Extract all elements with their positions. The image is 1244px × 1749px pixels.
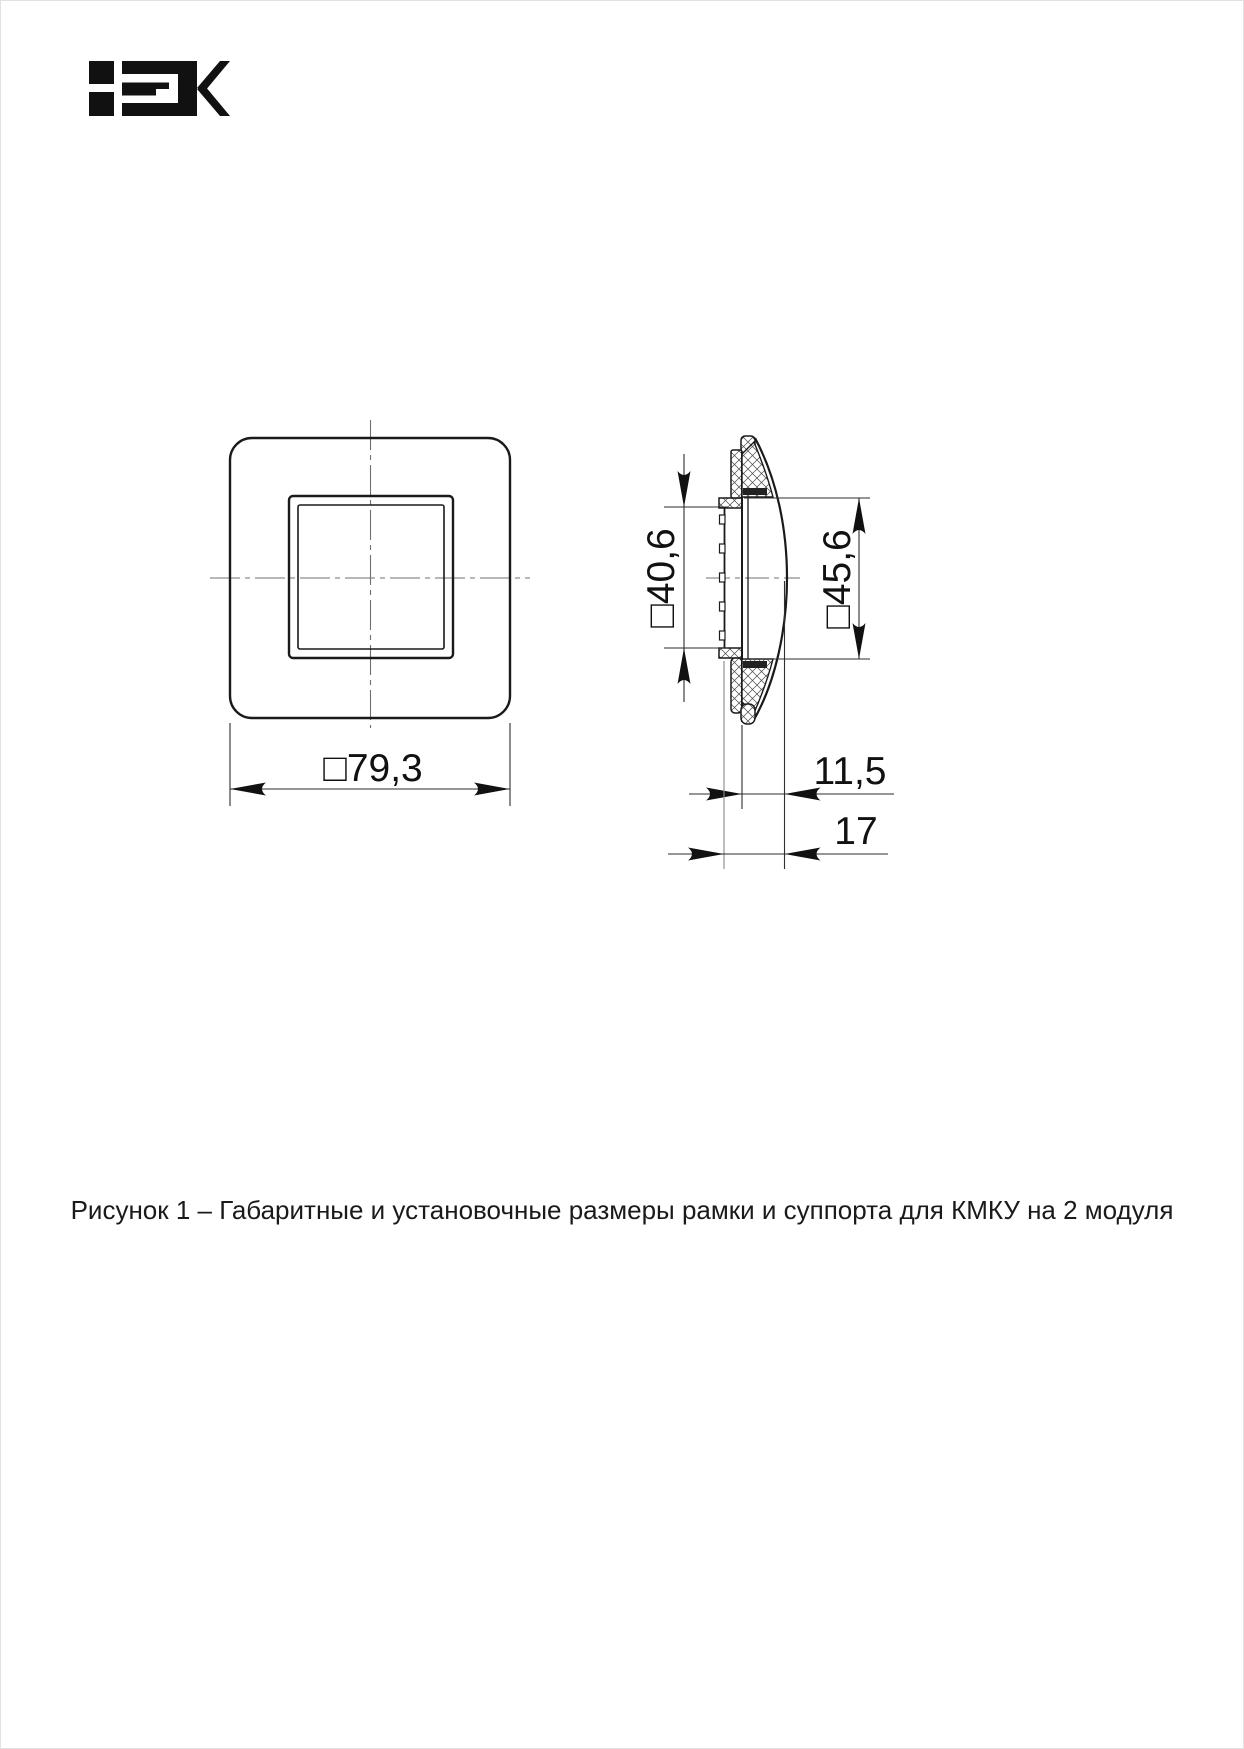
arrowhead-left	[785, 848, 821, 861]
iek-logo	[89, 61, 230, 116]
figure-caption: Рисунок 1 – Габаритные и установочные размеры рамки и суппорта для КМКУ на 2 модуля	[70, 1195, 1174, 1225]
arrowhead-up	[678, 648, 691, 684]
arrowhead-right	[688, 848, 724, 861]
arrowhead-left	[230, 783, 266, 796]
support-bottom-wall	[731, 658, 742, 713]
logo-e-bottom-bar	[122, 103, 178, 116]
frame-outer-square	[230, 438, 510, 718]
dim-label-depth-frame: 11,5	[813, 750, 887, 793]
frame-section-profile	[741, 436, 787, 724]
support-top-wall	[731, 450, 742, 498]
logo-i-dot	[89, 61, 114, 84]
frame-top-hook	[743, 488, 767, 495]
arrowhead-down	[678, 471, 691, 507]
dimension-overall-width	[230, 723, 510, 806]
side-view	[640, 436, 894, 869]
dim-label-window-inner: □40,6	[640, 528, 683, 628]
arrowhead-right	[474, 783, 510, 796]
arrowhead-up	[853, 498, 866, 534]
front-view	[210, 420, 530, 728]
dim-label-window-outer: □45,6	[816, 529, 859, 629]
frame-bottom-cap	[741, 704, 755, 724]
logo-k-stem	[178, 61, 197, 116]
support-profile	[719, 450, 742, 713]
dim-label-overall: □79,3	[323, 747, 423, 790]
logo-e-top-bar	[122, 61, 178, 74]
logo-i-stem	[89, 92, 114, 116]
dim-label-depth-total: 17	[834, 810, 878, 853]
support-bottom-flange	[719, 648, 742, 658]
frame-bottom-hook	[743, 661, 767, 668]
logo-k-lower-arm	[197, 86, 230, 116]
logo-k-upper-arm	[197, 61, 230, 91]
technical-drawing	[1, 1, 1244, 1749]
logo-e-mid-bar	[122, 83, 169, 96]
